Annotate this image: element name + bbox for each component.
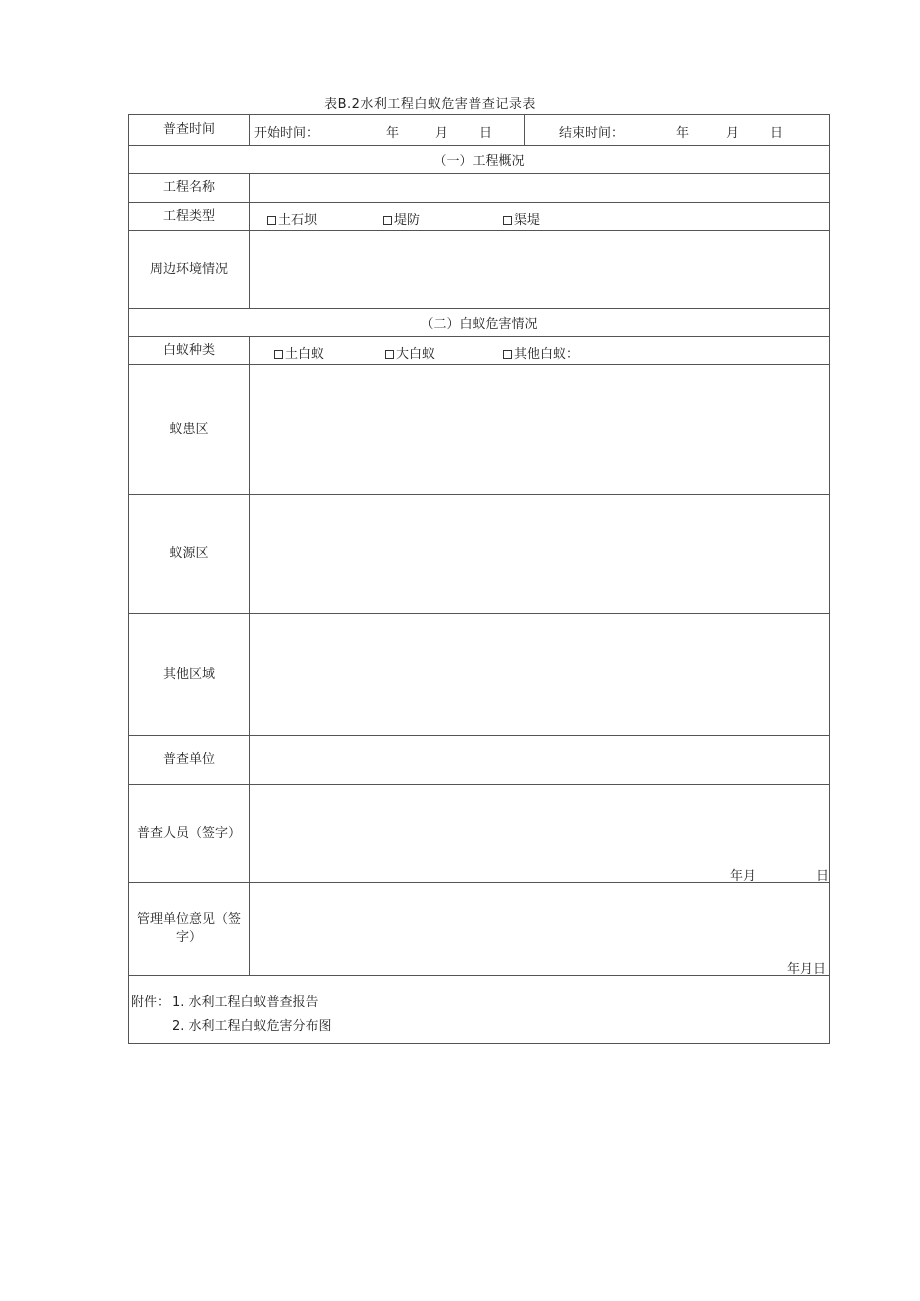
option-soil-termite[interactable]: 土白蚁 bbox=[274, 343, 324, 362]
checkbox-icon[interactable] bbox=[274, 350, 283, 359]
infested-area-label: 蚁患区 bbox=[129, 365, 250, 494]
infested-area-row bbox=[129, 365, 829, 495]
other-area-field[interactable] bbox=[250, 614, 829, 735]
project-name-row bbox=[129, 174, 829, 203]
surroundings-row bbox=[129, 231, 829, 309]
end-month-field[interactable]: 月 bbox=[726, 126, 740, 141]
checkbox-icon[interactable] bbox=[503, 350, 512, 359]
attachment-item: 1. 水利工程白蚁普查报告 bbox=[172, 995, 319, 1010]
option-earth-rock-dam[interactable]: 土石坝 bbox=[267, 209, 317, 228]
surroundings-label: 周边环境情况 bbox=[129, 231, 250, 308]
source-area-field[interactable] bbox=[250, 495, 829, 613]
section-termite-damage bbox=[129, 309, 829, 337]
checkbox-icon[interactable] bbox=[383, 216, 392, 225]
start-month-field[interactable]: 月 bbox=[435, 126, 449, 141]
surveyors-row bbox=[129, 785, 829, 883]
form-title: 表B.2水利工程白蚁危害普查记录表 bbox=[324, 97, 536, 112]
source-area-row bbox=[129, 495, 829, 614]
other-area-row bbox=[129, 614, 829, 736]
end-time-label: 结束时间： bbox=[559, 126, 625, 141]
section-2-heading: （二）白蚁危害情况 bbox=[420, 317, 538, 332]
project-type-row bbox=[129, 203, 829, 231]
infested-area-field[interactable] bbox=[250, 365, 829, 494]
survey-time-row bbox=[129, 115, 829, 146]
termite-species-label: 白蚁种类 bbox=[129, 337, 250, 364]
section-1-heading: （一）工程概况 bbox=[433, 154, 525, 169]
option-canal-embankment[interactable]: 渠堤 bbox=[503, 209, 540, 228]
survey-unit-row bbox=[129, 736, 829, 785]
survey-unit-label: 普查单位 bbox=[129, 736, 250, 784]
start-time-label: 开始时间： bbox=[254, 126, 320, 141]
surveyors-label: 普查人员（签字） bbox=[129, 785, 250, 882]
start-year-field[interactable]: 年 bbox=[386, 126, 400, 141]
management-opinion-row bbox=[129, 883, 829, 976]
source-area-label: 蚁源区 bbox=[129, 495, 250, 613]
start-day-field[interactable]: 日 bbox=[479, 126, 493, 141]
end-year-field[interactable]: 年 bbox=[676, 126, 690, 141]
time-divider bbox=[524, 115, 525, 145]
section-project-overview bbox=[129, 146, 829, 174]
surroundings-field[interactable] bbox=[250, 231, 829, 308]
attachments-section bbox=[129, 976, 829, 1043]
option-macrotermes[interactable]: 大白蚁 bbox=[385, 343, 435, 362]
checkbox-icon[interactable] bbox=[267, 216, 276, 225]
survey-unit-field[interactable] bbox=[250, 736, 829, 784]
surveyors-date-day: 日 bbox=[816, 869, 830, 884]
option-other-termite[interactable]: 其他白蚁： bbox=[503, 343, 579, 362]
termite-species-row bbox=[129, 337, 829, 365]
end-day-field[interactable]: 日 bbox=[770, 126, 784, 141]
project-type-label: 工程类型 bbox=[129, 203, 250, 230]
checkbox-icon[interactable] bbox=[385, 350, 394, 359]
survey-record-form bbox=[128, 114, 830, 1044]
project-name-label: 工程名称 bbox=[129, 174, 250, 202]
other-area-label: 其他区域 bbox=[129, 614, 250, 735]
surveyors-date-year-month: 年月 bbox=[730, 869, 757, 884]
management-opinion-field[interactable] bbox=[250, 883, 829, 975]
attachments-prefix: 附件： bbox=[131, 995, 171, 1010]
option-embankment[interactable]: 堤防 bbox=[383, 209, 420, 228]
attachment-item: 2. 水利工程白蚁危害分布图 bbox=[172, 1019, 332, 1034]
survey-time-label: 普查时间 bbox=[129, 115, 250, 145]
management-opinion-date: 年月日 bbox=[787, 962, 827, 977]
checkbox-icon[interactable] bbox=[503, 216, 512, 225]
management-opinion-label: 管理单位意见（签字） bbox=[129, 883, 250, 975]
project-name-field[interactable] bbox=[250, 174, 829, 202]
